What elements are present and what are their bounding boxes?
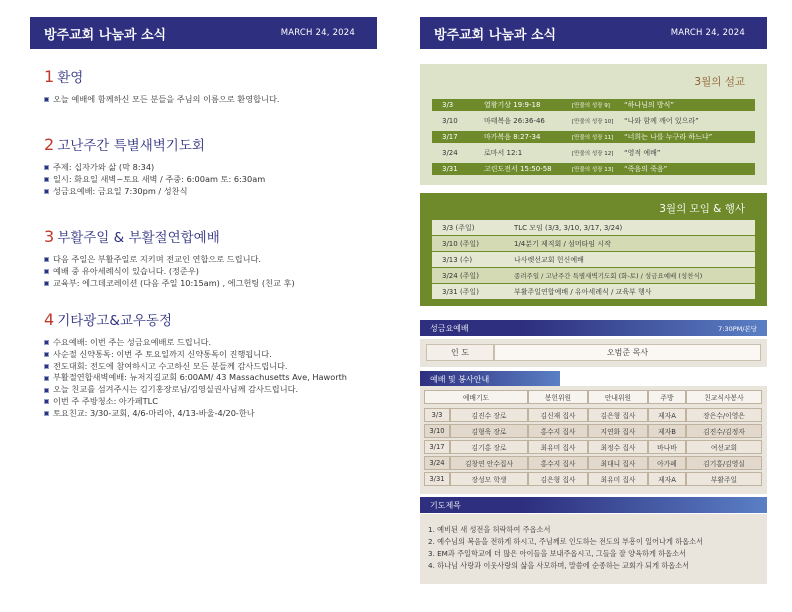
good-friday-label: 성금요예배 — [430, 323, 469, 333]
service-band — [420, 371, 560, 387]
service-offering: 김은형 집사 — [528, 472, 588, 486]
service-prayer: 김기홍 장로 — [450, 440, 528, 454]
section-heading — [44, 134, 374, 154]
bullet-icon — [44, 411, 49, 416]
section-announcements — [44, 309, 374, 420]
event-row — [432, 252, 755, 267]
service-prayer: 김창연 안수집사 — [450, 456, 528, 470]
service-usher: 최유미 집사 — [588, 472, 648, 486]
event-row — [432, 236, 755, 251]
bullet-icon — [44, 189, 49, 194]
service-table — [420, 386, 767, 494]
service-header: 친교식사봉사 — [686, 390, 762, 404]
item-text: 주제: 십자가와 삶 (막 8:34) — [53, 162, 155, 172]
sermon-row — [432, 99, 755, 111]
service-date: 3/24 — [424, 456, 450, 470]
left-header-date: MARCH 24, 2024 — [280, 28, 355, 38]
section-title: 고난주간 특별새벽기도회 — [57, 138, 205, 154]
section-number: 4 — [44, 310, 55, 329]
item-text: 오늘 예배에 함께하신 모든 분들을 주님의 이름으로 환영합니다. — [53, 94, 280, 104]
service-usher: 최대니 집사 — [588, 456, 648, 470]
sermon-date: 3/31 — [442, 165, 458, 173]
event-desc: 1/4분기 제직회 / 섬머타임 시작 — [514, 239, 611, 248]
item-text: 토요친교: 3/30-교회, 4/6-마리아, 4/13-바울-4/20-한나 — [53, 407, 255, 418]
prayer-band — [420, 497, 767, 513]
sermon-passage: 로마서 12:1 — [484, 149, 523, 157]
bullet-icon — [44, 269, 49, 274]
sermon-date: 3/3 — [442, 101, 454, 109]
service-header: 주방 — [648, 390, 686, 404]
sermon-row — [432, 147, 755, 159]
sermon-date: 3/10 — [442, 117, 458, 125]
section-heading — [44, 309, 374, 329]
sermon-passage: 열왕기상 19:9-18 — [484, 101, 541, 109]
service-prayer: 장성모 학생 — [450, 472, 528, 486]
service-offering: 최유미 집사 — [528, 440, 588, 454]
event-date: 3/31 (주일) — [442, 287, 479, 296]
item-text: 전도대회: 전도에 참여하시고 수고하신 모든 분들께 감사드립니다. — [53, 360, 288, 371]
item-text: 이번 주 주방청소: 아가페TLC — [53, 395, 158, 406]
list-item — [44, 384, 374, 396]
bullet-icon — [44, 281, 49, 286]
prayer-item: 3. EM과 주일학교에 더 많은 아이들을 보내주옵시고, 그들을 잘 양육하게 하옵소서 — [428, 549, 686, 558]
sermon-hymn: [만물의 성장 9] — [572, 103, 610, 109]
good-friday-leader-row — [420, 339, 767, 367]
bullet-icon — [44, 376, 49, 381]
section-welcome — [44, 66, 374, 106]
sermon-hymn: [만물의 성장 11] — [572, 135, 614, 141]
service-kitchen: 제자B — [648, 424, 686, 438]
service-header: 안내위원 — [588, 390, 648, 404]
service-kitchen: 아가페 — [648, 456, 686, 470]
sermon-date: 3/24 — [442, 149, 458, 157]
item-text: 일시: 화요일 새벽~토요 새벽 / 주중: 6:00am 토: 6:30am — [53, 173, 266, 184]
service-fellowship: 여선교회 — [686, 440, 762, 454]
list-item — [44, 278, 374, 290]
service-offering: 홍수지 집사 — [528, 456, 588, 470]
service-fellowship: 부활주일 — [686, 472, 762, 486]
list-item — [44, 186, 374, 198]
section-title: 부활주일 & 부활절연합예배 — [57, 230, 220, 246]
item-text: 오늘 친교를 섬겨주시는 김기홍장로님/김영실권사님께 감사드립니다. — [53, 384, 299, 395]
bullet-icon — [44, 364, 49, 369]
event-row — [432, 284, 755, 299]
sermon-title-text: “너희는 나를 누구라 하느냐” — [624, 133, 713, 141]
service-header: 예배기도 — [424, 390, 528, 404]
bullet-icon — [44, 97, 49, 102]
prayer-item: 4. 하나님 사랑과 이웃사랑의 삶을 사모하며, 말씀에 순종하는 교회가 되게 하옵소서 — [428, 561, 690, 570]
section-title: 환영 — [57, 70, 84, 86]
section-number: 2 — [44, 135, 55, 154]
list-item — [44, 337, 374, 349]
sermon-box — [420, 64, 767, 185]
good-friday-time: 7:30PM/본당 — [718, 324, 757, 333]
service-fellowship: 김진수/김정자 — [686, 424, 762, 438]
good-friday-band — [420, 320, 767, 336]
events-title: 3월의 모임 & 행사 — [659, 203, 745, 215]
sermon-title-text: “나와 함께 깨어 있으라” — [624, 117, 699, 125]
bullet-icon — [44, 257, 49, 262]
section-heading — [44, 226, 374, 246]
section-title: 기타광고&교우동정 — [57, 313, 173, 329]
item-text: 수요예배: 이번 주는 성금요예배로 드립니다. — [53, 337, 212, 347]
bullet-icon — [44, 340, 49, 345]
prayer-item: 1. 예비된 새 성전을 허락하여 주옵소서 — [428, 525, 551, 534]
bullet-icon — [44, 165, 49, 170]
left-header — [30, 17, 377, 49]
event-row — [432, 220, 755, 235]
service-usher: 김은형 집사 — [588, 408, 648, 422]
event-row — [432, 268, 755, 283]
service-date: 3/3 — [424, 408, 450, 422]
prayer-label: 기도제목 — [430, 500, 461, 510]
sermon-row — [432, 131, 755, 143]
service-offering: 홍수지 집사 — [528, 424, 588, 438]
item-text: 성금요예배: 금요일 7:30pm / 성찬식 — [53, 185, 188, 196]
right-header — [420, 17, 767, 49]
service-label: 예배 및 봉사안내 — [430, 374, 490, 384]
section-number: 3 — [44, 227, 55, 246]
service-usher: 지연화 집사 — [588, 424, 648, 438]
list-item — [44, 349, 374, 361]
sermon-row — [432, 115, 755, 127]
item-text: 예배 중 유아세례식이 있습니다. (정준우) — [53, 265, 199, 276]
event-desc: 나사렛선교회 헌신예배 — [514, 255, 584, 264]
bullet-icon — [44, 177, 49, 182]
event-desc: TLC 모임 (3/3, 3/10, 3/17, 3/24) — [514, 223, 623, 232]
section-heading — [44, 66, 374, 86]
sermon-hymn: [만물의 성장 13] — [572, 167, 614, 173]
prayer-list — [420, 514, 767, 584]
list-item — [44, 174, 374, 186]
sermon-passage: 마태복음 26:36-46 — [484, 117, 545, 125]
item-text: 사순절 신약통독: 이번 주 토요일까지 신약통독이 진행됩니다. — [53, 348, 272, 359]
list-item — [44, 94, 374, 106]
list-item — [44, 361, 374, 373]
list-item — [44, 396, 374, 408]
lead-label: 인 도 — [426, 344, 494, 361]
event-date: 3/3 (주일) — [442, 223, 475, 232]
bullet-icon — [44, 352, 49, 357]
item-text: 부활절연합새벽예배: 뉴저지길교회 6:00AM/ 43 Massachusetts Ave, Haworth — [53, 372, 347, 383]
sermon-title: 3월의 설교 — [694, 76, 745, 88]
bullet-icon — [44, 388, 49, 393]
event-date: 3/24 (주일) — [442, 271, 479, 280]
sermon-hymn: [만물의 성장 10] — [572, 119, 614, 125]
prayer-item: 2. 예수님의 복음을 전하게 하시고, 주님께로 인도하는 전도의 부흥이 일어나게 하옵소서 — [428, 537, 704, 546]
list-item — [44, 408, 374, 420]
list-item — [44, 266, 374, 278]
list-item — [44, 254, 374, 266]
sermon-row — [432, 163, 755, 175]
list-item — [44, 372, 374, 384]
service-date: 3/17 — [424, 440, 450, 454]
right-header-title: 방주교회 나눔과 소식 — [434, 27, 557, 43]
section-number: 1 — [44, 67, 55, 86]
service-date: 3/10 — [424, 424, 450, 438]
service-offering: 김신재 집사 — [528, 408, 588, 422]
service-kitchen: 제자A — [648, 408, 686, 422]
section-easter — [44, 226, 374, 289]
event-desc: 부활주일연합예배 / 유아세례식 / 교육부 행사 — [514, 287, 652, 296]
section-early-prayer — [44, 134, 374, 197]
service-fellowship: 장은수/이영은 — [686, 408, 762, 422]
sermon-hymn: [만물의 성장 12] — [572, 151, 614, 157]
service-kitchen: 제자A — [648, 472, 686, 486]
bullet-icon — [44, 399, 49, 404]
service-usher: 최정수 집사 — [588, 440, 648, 454]
sermon-passage: 고린도전서 15:50-58 — [484, 165, 552, 173]
right-header-date: MARCH 24, 2024 — [670, 28, 745, 38]
event-date: 3/13 (수) — [442, 255, 473, 264]
service-fellowship: 김기홍/김영실 — [686, 456, 762, 470]
service-date: 3/31 — [424, 472, 450, 486]
service-prayer: 김진수 장로 — [450, 408, 528, 422]
sermon-title-text: “하나님의 방식” — [624, 101, 675, 109]
service-kitchen: 바나바 — [648, 440, 686, 454]
events-box — [420, 193, 767, 306]
service-header: 봉헌위원 — [528, 390, 588, 404]
item-text: 교육부: 에그데코레이션 (다음 주일 10:15am) , 에그헌팅 (친교 후) — [53, 277, 295, 288]
sermon-title-text: “영적 예배” — [624, 149, 661, 157]
leader-name: 오범준 목사 — [494, 344, 761, 361]
sermon-passage: 마가복음 8:27-34 — [484, 133, 541, 141]
list-item — [44, 162, 374, 174]
event-date: 3/10 (주일) — [442, 239, 479, 248]
sermon-title-text: “죽음의 죽음” — [624, 165, 668, 173]
event-desc: 종려주일 / 고난주간 특별새벽기도회 (화-토) / 성금요예배 (성찬식) — [514, 272, 703, 280]
left-header-title: 방주교회 나눔과 소식 — [44, 27, 167, 43]
item-text: 다음 주일은 부활주일로 지키며 전교인 연합으로 드립니다. — [53, 254, 262, 264]
sermon-date: 3/17 — [442, 133, 458, 141]
service-prayer: 김형욱 장로 — [450, 424, 528, 438]
